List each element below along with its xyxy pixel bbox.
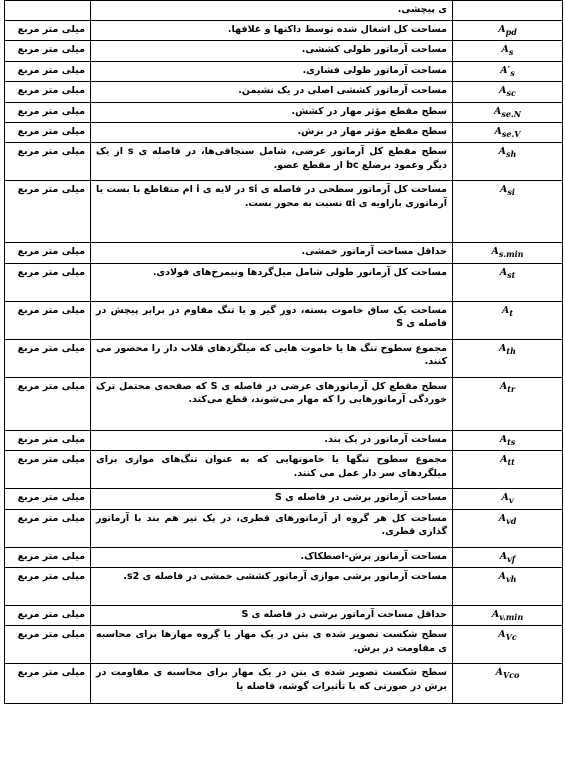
description-cell: مساحت آرماتور برش-اصطکاک. xyxy=(91,547,453,567)
symbol-base: A xyxy=(495,667,503,679)
unit-cell: میلی متر مربع xyxy=(5,301,91,339)
description-cell: مساحت آرماتور کششی اصلی در یک نشیمن. xyxy=(91,82,453,102)
unit-cell: میلی متر مربع xyxy=(5,263,91,301)
table-row xyxy=(5,21,563,41)
document-page xyxy=(4,0,562,704)
unit-cell: میلی متر مربع xyxy=(5,82,91,102)
description-cell: سطح مقطع مؤثر مهار در کشش. xyxy=(91,102,453,122)
table-row xyxy=(5,430,563,450)
table-row xyxy=(5,509,563,547)
symbol-cell xyxy=(453,41,563,61)
table-row xyxy=(5,82,563,102)
description-cell: مساحت آرماتور در یک بند. xyxy=(91,430,453,450)
table-row xyxy=(5,1,563,21)
symbol-subscript: s xyxy=(510,67,515,78)
symbol-base: A xyxy=(494,125,502,137)
symbol-subscript: ts xyxy=(507,436,516,447)
unit-cell: میلی متر مربع xyxy=(5,664,91,704)
unit-cell xyxy=(5,1,91,21)
symbol-cell xyxy=(453,243,563,263)
symbol-base: A xyxy=(498,24,506,35)
symbol-base: A xyxy=(499,85,507,97)
symbol-base: A xyxy=(499,342,507,354)
unit-cell: میلی متر مربع xyxy=(5,377,91,430)
symbol-base: A xyxy=(491,608,500,620)
description-cell: حداقل مساحت آرماتور برشی در فاصله ی S xyxy=(91,605,453,625)
symbol-base: A xyxy=(498,570,506,582)
unit-cell: میلی متر مربع xyxy=(5,451,91,489)
symbol-subscript: s.min xyxy=(498,249,524,260)
unit-cell: میلی متر مربع xyxy=(5,489,91,509)
symbol-subscript: sc xyxy=(506,88,516,99)
symbol-cell xyxy=(453,61,563,81)
symbol-cell xyxy=(453,339,563,377)
table-row xyxy=(5,605,563,625)
table-row xyxy=(5,377,563,430)
symbol-base: A xyxy=(498,146,507,158)
unit-cell: میلی متر مربع xyxy=(5,21,91,41)
unit-cell: میلی متر مربع xyxy=(5,122,91,142)
description-cell: سطح شکست تصویر شده ی بتن در یک مهار برای محاسبه ی مقاومت در برش در صورتی که با تأثیرات گوشه، فاصله یا xyxy=(91,664,453,704)
symbol-base: A xyxy=(500,454,508,466)
symbol-subscript: si xyxy=(507,187,515,198)
symbol-base: A xyxy=(498,629,506,641)
symbol-base: A xyxy=(501,304,510,316)
description-cell: سطح شکست تصویر شده ی بتن در یک مهار یا گروه مهارها برای محاسبه ی مقاومت در برش. xyxy=(91,626,453,664)
symbol-base: A xyxy=(498,512,507,524)
symbol-subscript: vf xyxy=(507,553,516,564)
description-cell: مساحت آرماتور برشی در فاصله ی S xyxy=(91,489,453,509)
symbol-base: A xyxy=(491,246,499,258)
symbol-subscript: vh xyxy=(505,573,517,584)
table-row xyxy=(5,243,563,263)
symbol-cell xyxy=(453,301,563,339)
symbol-cell xyxy=(453,626,563,664)
symbol-cell xyxy=(453,509,563,547)
symbol-subscript: vd xyxy=(506,515,517,526)
table-row xyxy=(5,181,563,243)
table-row xyxy=(5,664,563,704)
description-cell: حداقل مساحت آرماتور خمشی. xyxy=(91,243,453,263)
symbol-base: A xyxy=(500,184,508,196)
table-row xyxy=(5,143,563,181)
symbol-base: A′ xyxy=(500,64,511,76)
description-cell: سطح مقطع کل آرماتور عرضی، شامل سنجاقی‌ها، در فاصله ی s از یک دیگر وعمود برضلع bc از مقطع عضو. xyxy=(91,143,453,181)
symbol-subscript: Vco xyxy=(502,670,520,681)
unit-cell: میلی متر مربع xyxy=(5,547,91,567)
table-row xyxy=(5,339,563,377)
symbol-base: A xyxy=(499,380,508,392)
symbol-subscript: th xyxy=(506,345,516,356)
symbol-cell xyxy=(453,664,563,704)
symbol-subscript: tt xyxy=(507,457,515,468)
table-row xyxy=(5,263,563,301)
description-cell: مساحت کل اشغال شده توسط داکتها و غلافها. xyxy=(91,21,453,41)
description-cell: مجموع سطوح تنگ ها یا خاموت هایی که میلگردهای قلاب دار را محصور می کنند. xyxy=(91,339,453,377)
description-cell: مساحت یک ساق خاموت بسته، دور گیر و یا تنگ مقاوم در برابر پیچش در فاصله ی S xyxy=(91,301,453,339)
description-cell: مساحت کل هر گروه از آرماتورهای قطری، در یک تیر هم بند با آرماتور گذاری قطری. xyxy=(91,509,453,547)
symbol-cell xyxy=(453,451,563,489)
unit-cell: میلی متر مربع xyxy=(5,509,91,547)
symbol-cell xyxy=(453,377,563,430)
notation-table-body xyxy=(5,1,563,704)
unit-cell: میلی متر مربع xyxy=(5,61,91,81)
symbol-subscript: se.N xyxy=(501,108,522,119)
unit-cell: میلی متر مربع xyxy=(5,243,91,263)
symbol-cell xyxy=(453,181,563,243)
unit-cell: میلی متر مربع xyxy=(5,605,91,625)
description-cell: مساحت کل آرماتور طولی شامل میل‌گردها ونیمرخ‌های فولادی. xyxy=(91,263,453,301)
unit-cell: میلی متر مربع xyxy=(5,181,91,243)
symbol-subscript: pd xyxy=(505,26,517,37)
symbol-cell xyxy=(453,21,563,41)
symbol-cell xyxy=(453,1,563,21)
description-cell: مساحت آرماتور طولی فشاری. xyxy=(91,61,453,81)
table-row xyxy=(5,626,563,664)
symbol-cell xyxy=(453,143,563,181)
table-row xyxy=(5,102,563,122)
symbol-subscript: sh xyxy=(506,149,517,160)
symbol-subscript: tr xyxy=(507,383,516,394)
symbol-cell xyxy=(453,489,563,509)
symbol-base: A xyxy=(501,44,509,56)
symbol-subscript: se.V xyxy=(501,128,521,139)
symbol-base: A xyxy=(499,550,508,562)
table-row xyxy=(5,301,563,339)
unit-cell: میلی متر مربع xyxy=(5,339,91,377)
unit-cell: میلی متر مربع xyxy=(5,626,91,664)
symbol-cell xyxy=(453,430,563,450)
description-cell: ی پیچشی. xyxy=(91,1,453,21)
unit-cell: میلی متر مربع xyxy=(5,102,91,122)
symbol-cell xyxy=(453,547,563,567)
unit-cell: میلی متر مربع xyxy=(5,41,91,61)
symbol-base: A xyxy=(493,105,502,117)
description-cell: مساحت کل آرماتور سطحی در فاصله ی si در لایه ی i ام متقاطع با بست یا آرماتوری بازاویه ی αi نسبت به محور بست. xyxy=(91,181,453,243)
symbol-subscript: v xyxy=(508,495,514,506)
symbol-base: A xyxy=(501,492,509,504)
description-cell: سطح مقطع مؤثر مهار در برش. xyxy=(91,122,453,142)
unit-cell: میلی متر مربع xyxy=(5,430,91,450)
unit-cell: میلی متر مربع xyxy=(5,143,91,181)
symbol-subscript: v.min xyxy=(499,611,524,622)
symbol-cell xyxy=(453,122,563,142)
description-cell: مساحت آرماتور طولی کششی. xyxy=(91,41,453,61)
notation-table xyxy=(4,0,563,704)
symbol-base: A xyxy=(499,433,508,445)
table-row xyxy=(5,61,563,81)
description-cell: مساحت آرماتور برشی موازی آرماتور کششی خمشی در فاصله ی s2. xyxy=(91,567,453,605)
symbol-subscript: Vc xyxy=(505,632,517,643)
table-row xyxy=(5,451,563,489)
symbol-base: A xyxy=(499,266,508,278)
symbol-cell xyxy=(453,605,563,625)
table-row xyxy=(5,122,563,142)
symbol-subscript: s xyxy=(508,47,514,58)
unit-cell: میلی متر مربع xyxy=(5,567,91,605)
table-row xyxy=(5,567,563,605)
symbol-subscript: st xyxy=(507,269,516,280)
symbol-subscript: t xyxy=(509,307,514,318)
table-row xyxy=(5,547,563,567)
symbol-cell xyxy=(453,567,563,605)
symbol-cell xyxy=(453,102,563,122)
symbol-cell xyxy=(453,82,563,102)
table-row xyxy=(5,41,563,61)
symbol-cell xyxy=(453,263,563,301)
description-cell: مجموع سطوح تنگها یا خاموتهایی که به عنوان تنگ‌های موازی برای میلگردهای سر دار عمل می کنند. xyxy=(91,451,453,489)
description-cell: سطح مقطع کل آرماتورهای عرضی در فاصله ی S که صفحه‌ی محتمل ترک خوردگی آرماتورهایی را که مهار می‌شوند، قطع می‌کند. xyxy=(91,377,453,430)
table-row xyxy=(5,489,563,509)
